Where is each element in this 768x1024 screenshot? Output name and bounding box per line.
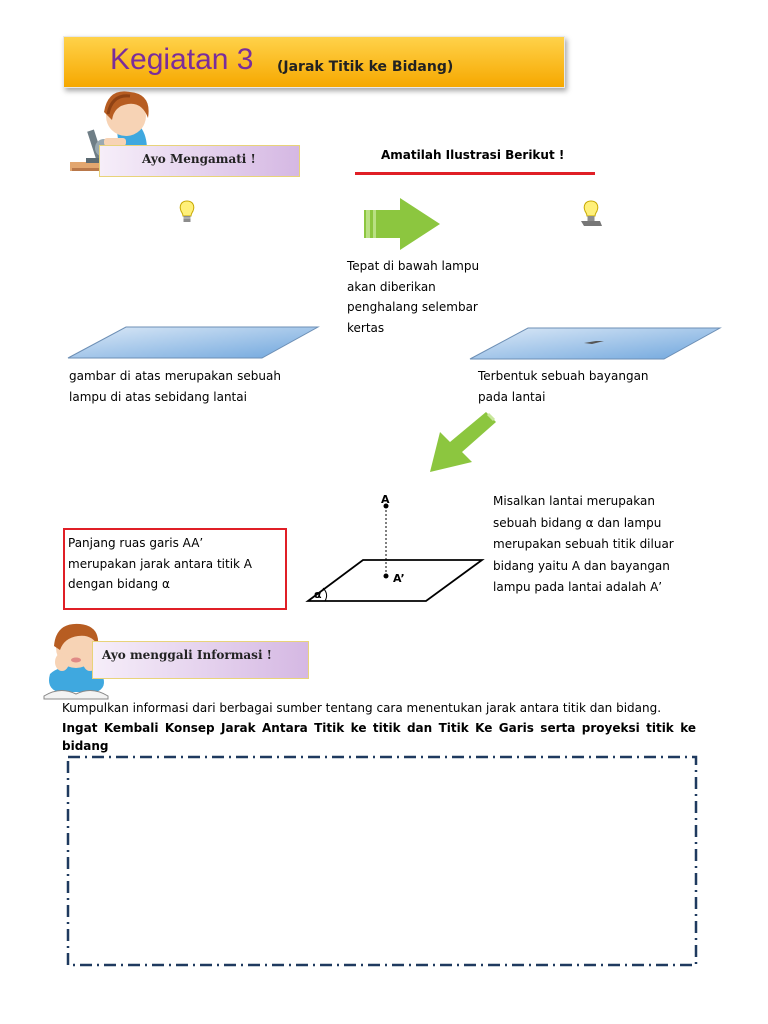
explore-instruction: Kumpulkan informasi dari berbagai sumber tentang cara menentukan jarak antara titik dan bidang. (62, 701, 662, 715)
explanation-line: bidang yaitu A dan bayangan (493, 558, 670, 573)
caption-middle-line: akan diberikan (347, 279, 436, 294)
page-title: Kegiatan 3 (110, 43, 254, 76)
point-a-label: A (381, 493, 390, 506)
plane-alpha-label: α (314, 588, 322, 601)
caption-right (478, 366, 649, 407)
caption-middle-line: Tepat di bawah lampu (347, 259, 480, 273)
section-label-explore (92, 641, 309, 679)
definition-line: dengan bidang α (68, 577, 170, 591)
caption-right-line: Terbentuk sebuah bayangan (478, 369, 649, 383)
caption-left (69, 366, 281, 407)
caption-middle-line: penghalang selembar (347, 300, 478, 314)
section-label-observe (99, 145, 300, 177)
caption-right-line: pada lantai (478, 389, 546, 404)
arrow-down-left-icon (422, 408, 500, 476)
caption-middle (347, 256, 479, 338)
observe-instruction: Amatilah Ilustrasi Berikut ! (381, 148, 565, 162)
explanation-line: lampu pada lantai adalah A’ (493, 580, 663, 594)
caption-left-text: gambar di atas merupakan sebuah lampu di atas sebidang lantai (69, 369, 281, 404)
floor-plane-right (468, 326, 724, 361)
section-label-observe-text: Ayo Mengamati ! (142, 152, 256, 166)
explore-reminder: Ingat Kembali Konsep Jarak Antara Titik ke titik dan Titik Ke Garis serta proyeksi titik ke bidang (62, 721, 696, 753)
explanation-text (493, 491, 674, 599)
instruction-underline (355, 172, 595, 175)
page-subtitle: (Jarak Titik ke Bidang) (277, 59, 454, 75)
arrow-right-icon (362, 196, 442, 254)
definition-line: merupakan jarak antara titik A (68, 556, 253, 571)
answer-box[interactable] (66, 755, 700, 969)
point-a-prime-dot (384, 574, 389, 579)
lightbulb-icon (178, 199, 196, 225)
definition-box (63, 528, 287, 610)
point-plane-diagram (300, 490, 486, 605)
definition-line: Panjang ruas garis AA’ (68, 536, 204, 550)
lightbulb-with-paper-icon (578, 199, 606, 229)
explanation-line: Misalkan lantai merupakan (493, 494, 655, 508)
floor-plane-left (66, 325, 322, 360)
section-label-explore-text: Ayo menggali Informasi ! (102, 648, 272, 662)
point-a-prime-label: A’ (393, 572, 405, 585)
definition-text (68, 533, 252, 595)
caption-middle-line: kertas (347, 320, 385, 335)
explanation-line: sebuah bidang α dan lampu (493, 515, 662, 530)
explanation-line: merupakan sebuah titik diluar (493, 537, 674, 551)
